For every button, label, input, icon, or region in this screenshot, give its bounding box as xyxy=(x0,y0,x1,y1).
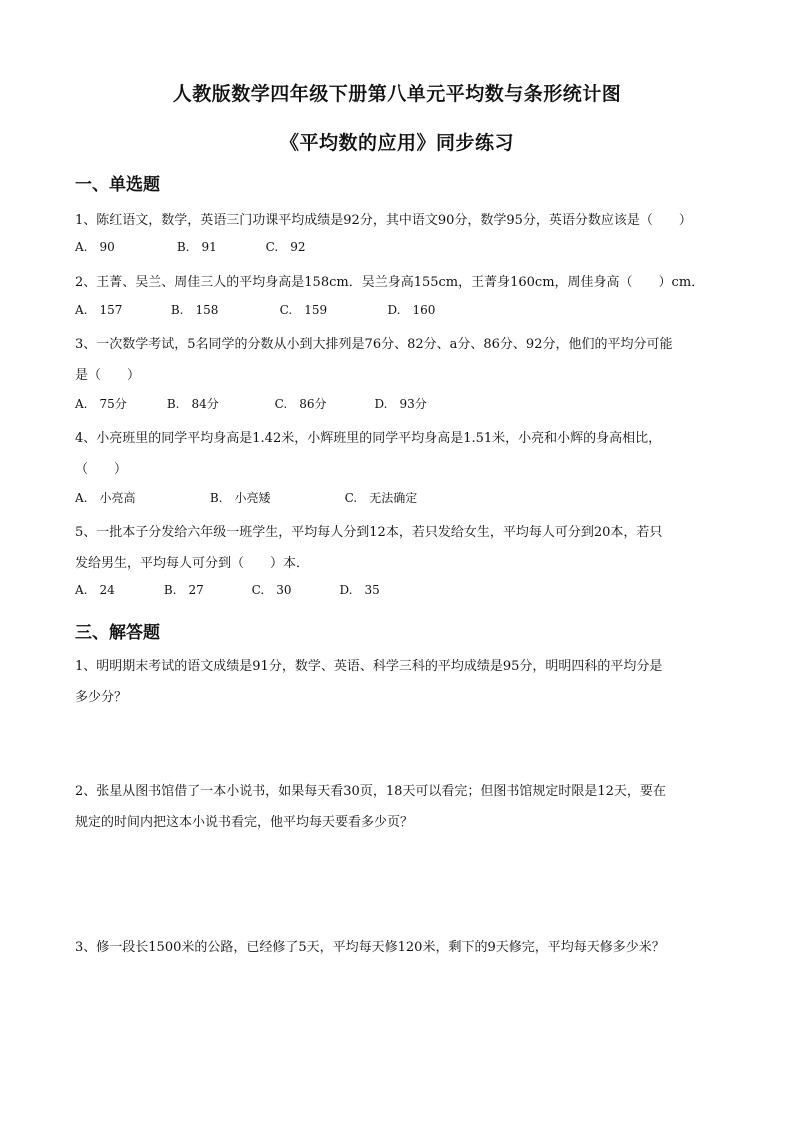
question-5-text-line-1: 5、一批本子分发给六年级一班学生，平均每人分到12本，若只发给女生，平均每人可分到20本，若只 xyxy=(75,525,663,540)
option-d: D. 160 xyxy=(387,303,436,317)
question-3-text-line-1: 3、一次数学考试，5名同学的分数从小到大排列是76分、82分、a分、86分、92分，他们的平均分可能 xyxy=(75,337,673,352)
option-c: C. 无法确定 xyxy=(344,491,418,505)
question-1-options xyxy=(75,240,306,254)
problem-2-text-line-2: 规定的时间内把这本小说书看完，他平均每天要看多少页？ xyxy=(75,815,414,830)
option-c: C. 159 xyxy=(279,303,328,317)
question-1-text: 1、陈红语文，数学，英语三门功课平均成绩是92分，其中语文90分，数学95分，英语分数应该是（ ） xyxy=(75,213,692,228)
option-a: A. 90 xyxy=(75,240,115,254)
option-b: B. 158 xyxy=(170,303,219,317)
question-2-text: 2、王菁、吴兰、周佳三人的平均身高是158cm．吴兰身高155cm，王菁身160cm，周佳身高（ ）cm． xyxy=(75,275,705,290)
question-4-options xyxy=(75,489,417,506)
option-d: D. 35 xyxy=(339,583,380,597)
option-d: D. 93分 xyxy=(374,397,427,411)
option-c: C. 92 xyxy=(265,240,306,254)
problem-2-text-line-1: 2、张星从图书馆借了一本小说书，如果每天看30页，18天可以看完；但图书馆规定时限是12天，要在 xyxy=(75,784,666,799)
option-b: B. 小亮矮 xyxy=(209,491,271,505)
page-title: 人教版数学四年级下册第八单元平均数与条形统计图 xyxy=(172,83,622,105)
option-a: A. 小亮高 xyxy=(75,491,136,505)
option-c: C. 30 xyxy=(251,583,292,597)
option-b: B. 84分 xyxy=(166,397,219,411)
option-a: A. 75分 xyxy=(75,397,127,411)
question-4-text-line-2: （ ） xyxy=(75,462,128,477)
section-heading-single-choice: 一、单选题 xyxy=(75,175,160,195)
problem-1-text-line-1: 1、明明期末考试的语文成绩是91分，数学、英语、科学三科的平均成绩是95分，明明四科的平均分是 xyxy=(75,659,663,674)
option-a: A. 24 xyxy=(75,583,115,597)
problem-1-text-line-2: 多少分？ xyxy=(75,690,128,705)
option-a: A. 157 xyxy=(75,303,123,317)
question-3-text-line-2: 是（ ） xyxy=(75,368,141,383)
question-3-options xyxy=(75,395,427,412)
question-2-options xyxy=(75,303,435,317)
option-b: B. 91 xyxy=(176,240,217,254)
option-c: C. 86分 xyxy=(274,397,327,411)
section-heading-problems: 三、解答题 xyxy=(75,623,160,643)
option-b: B. 27 xyxy=(163,583,204,597)
page-subtitle: 《平均数的应用》同步练习 xyxy=(279,132,514,154)
question-5-text-line-2: 发给男生，平均每人可分到（ ）本． xyxy=(75,556,310,571)
question-5-options xyxy=(75,583,380,597)
question-4-text-line-1: 4、小亮班里的同学平均身高是1.42米，小辉班里的同学平均身高是1.51米，小亮和小辉的身高相比， xyxy=(75,431,662,446)
problem-3-text-line-1: 3、修一段长1500米的公路，已经修了5天，平均每天修120米，剩下的9天修完，平均每天修多少米？ xyxy=(75,940,665,955)
